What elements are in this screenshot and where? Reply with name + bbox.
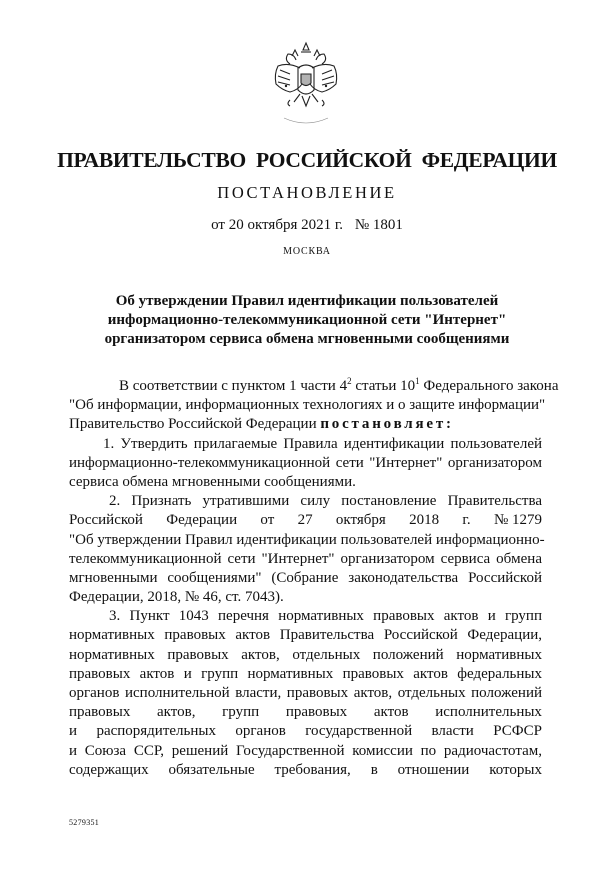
double-headed-eagle-emblem-icon [270,38,342,128]
item-3-line: нормативных правовых актов, отдельных положений нормативных [69,646,542,663]
item-3-line: содержащих обязательные требования, в отношении которых [69,761,542,778]
heading-line: информационно-телекоммуникационной сети "Интернет" [107,312,507,328]
item-2-line: мгновенными сообщениями" (Собрание законодательства Российской [69,569,542,586]
item-2-line: телекоммуникационной сети "Интернет" организатором сервиса обмена [69,550,542,567]
heading-line: организатором сервиса обмена мгновенными сообщениями [104,331,510,347]
date-prefix: от [211,217,225,233]
document-city: МОСКВА [283,246,331,257]
item-2-line: 2. Признать утратившими силу постановление Правительства [109,493,542,510]
heading-line: Об утверждении Правил идентификации пользователей [115,293,499,309]
item-3-line: нормативных правовых актов Правительства Российской Федерации, [69,627,542,644]
item-1-line: сервиса обмена мгновенными сообщениями. [69,473,356,490]
item-3-line: и распорядительных органов государственной власти РСФСР [69,723,542,740]
document-date: 20 октября 2021 г. [228,217,344,233]
item-3-line: правовых актов, групп правовых актов исполнительных [69,704,542,721]
document-heading [80,292,534,349]
item-3-line: правовых актов и групп нормативных правовых актов федеральных [69,665,542,682]
preamble-line: Правительство Российской Федерации постановляет: [69,416,454,433]
item-1-line: 1. Утвердить прилагаемые Правила идентификации пользователей [103,435,542,452]
document-date-line [0,217,614,234]
preamble-line: "Об информации, информационных технологиях и о защите информации" [69,397,546,414]
document-number: 1801 [372,217,403,233]
document-type: ПОСТАНОВЛЕНИЕ [217,183,397,202]
item-2-line: Федерации, 2018, № 46, ст. 7043). [69,589,284,606]
item-3-line: органов исполнительной власти, правовых актов, отдельных положений [69,685,542,701]
government-name: ПРАВИТЕЛЬСТВО РОССИЙСКОЙ ФЕДЕРАЦИИ [57,148,557,172]
preamble-line: В соответствии с пунктом 1 части $4^2$ статьи $10^1$ Федерального закона [119,376,559,394]
number-sign: № [354,217,370,233]
item-3-line: и Союза ССР, решений Государственной комиссии по радиочастотам, [69,742,542,759]
item-1-line: информационно-телекоммуникационной сети "Интернет" организатором [69,454,542,471]
document-body [69,376,559,780]
decree-word: постановляет: [320,416,454,433]
document-code: 5279351 [69,818,100,827]
item-2-line: Российской Федерации от 27 октября 2018 г. № 1279 [69,512,542,529]
item-2-line: "Об утверждении Правил идентификации пользователей информационно- [69,531,545,548]
item-3-line: 3. Пункт 1043 перечня нормативных правовых актов и групп [109,608,542,625]
